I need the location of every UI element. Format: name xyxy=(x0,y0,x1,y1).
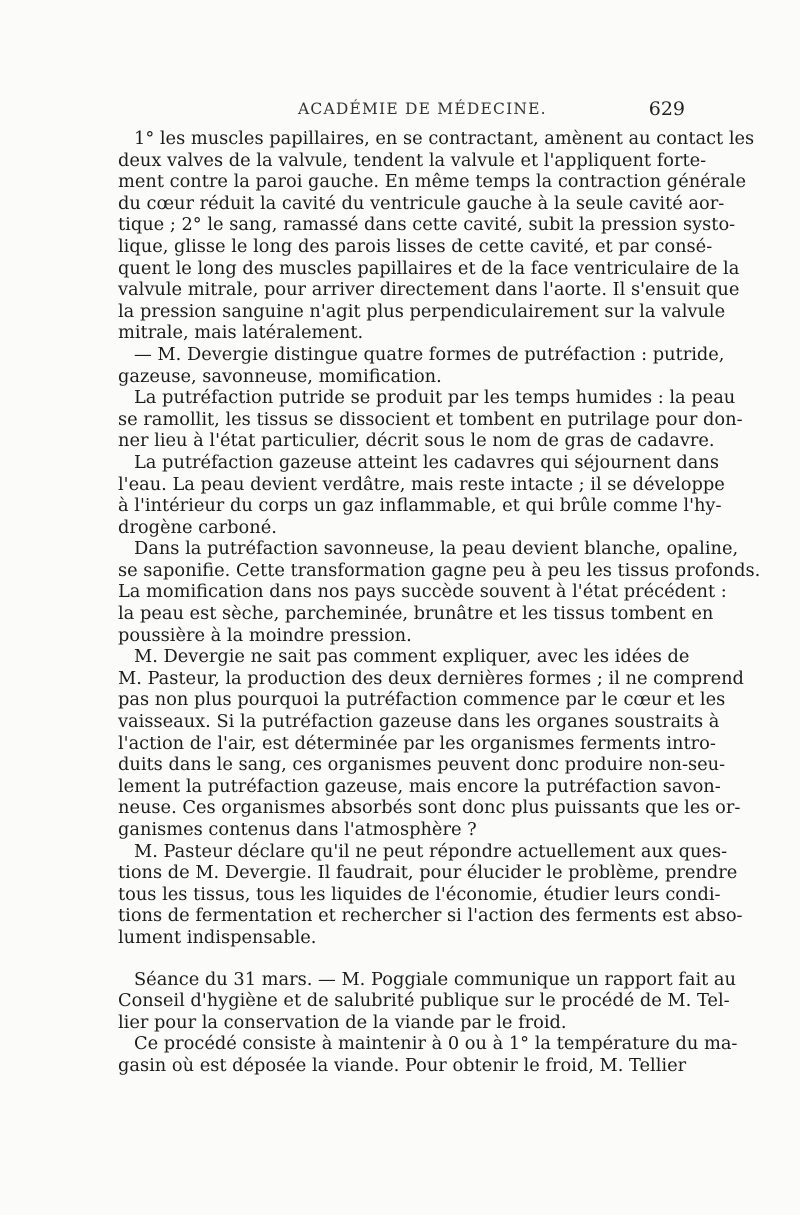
text-line: la pression sanguine n'agit plus perpendiculairement sur la valvule xyxy=(118,300,726,322)
text-line: ganismes contenus dans l'atmosphère ? xyxy=(118,819,477,840)
text-line: ner lieu à l'état particulier, décrit sous le nom de gras de cadavre. xyxy=(118,430,715,452)
text-line: duits dans le sang, ces organismes peuvent donc produire non-seu- xyxy=(118,754,726,776)
text-line: M. Pasteur, la production des deux dernières formes ; il ne comprend xyxy=(118,667,744,689)
text-line: gazeuse, savonneuse, momification. xyxy=(118,365,442,387)
text-line: Conseil d'hygiène et de salubrité publique sur le procédé de M. Tel- xyxy=(118,990,730,1012)
page-number: 629 xyxy=(648,98,685,120)
text-line: tions de M. Devergie. Il faudrait, pour élucider le problème, prendre xyxy=(118,862,738,884)
text-line: deux valves de la valvule, tendent la valvule et l'appliquent forte- xyxy=(118,149,707,171)
text-line: Ce procédé consiste à maintenir à 0 ou à 1° la température du ma- xyxy=(134,1033,738,1055)
text-line: M. Pasteur déclare qu'il ne peut répondre actuellement aux ques- xyxy=(134,840,728,862)
text-line: lement la putréfaction gazeuse, mais encore la putréfaction savon- xyxy=(118,775,721,797)
text-line: lique, glisse le long des parois lisses de cette cavité, et par consé- xyxy=(118,235,713,257)
text-line: mitrale, mais latéralement. xyxy=(118,322,364,344)
text-line: Dans la putréfaction savonneuse, la peau devient blanche, opaline, xyxy=(134,538,739,560)
text-line: pas non plus pourquoi la putréfaction commence par le cœur et les xyxy=(118,689,726,711)
text-line: vaisseaux. Si la putréfaction gazeuse dans les organes soustraits à xyxy=(118,711,720,733)
text-line: neuse. Ces organismes absorbés sont donc plus puissants que les or- xyxy=(118,797,741,819)
running-header xyxy=(118,98,685,126)
text-line: drogène carboné. xyxy=(118,516,277,538)
text-line: La momification dans nos pays succède souvent à l'état précédent : xyxy=(118,581,727,603)
text-line: lier pour la conservation de la viande par le froid. xyxy=(118,1011,567,1033)
text-line: lument indispensable. xyxy=(118,926,317,948)
text-line: du cœur réduit la cavité du ventricule gauche à la seule cavité aor- xyxy=(118,192,725,214)
text-line: se saponifie. Cette transformation gagne peu à peu les tissus profonds. xyxy=(118,559,761,581)
text-line: Séance du 31 mars. — M. Poggiale communique un rapport fait au xyxy=(134,968,736,990)
text-line: La putréfaction gazeuse atteint les cadavres qui séjournent dans xyxy=(134,451,719,473)
text-line: la peau est sèche, parcheminée, brunâtre et les tissus tombent en xyxy=(118,603,714,625)
text-line: l'eau. La peau devient verdâtre, mais reste intacte ; il se développe xyxy=(118,473,725,495)
text-line: poussière à la moindre pression. xyxy=(118,624,412,646)
text-line: à l'intérieur du corps un gaz inflammable, et qui brûle comme l'hy- xyxy=(118,495,722,517)
text-line: valvule mitrale, pour arriver directement dans l'aorte. Il s'ensuit que xyxy=(118,279,740,301)
text-line: quent le long des muscles papillaires et de la face ventriculaire de la xyxy=(118,257,740,279)
text-line: ment contre la paroi gauche. En même temps la contraction générale xyxy=(118,171,746,193)
body-text xyxy=(118,128,761,1077)
text-line: — M. Devergie distingue quatre formes de putréfaction : putride, xyxy=(134,343,725,365)
text-line: tique ; 2° le sang, ramassé dans cette cavité, subit la pression systo- xyxy=(118,214,736,236)
text-line: gasin où est déposée la viande. Pour obtenir le froid, M. Tellier xyxy=(118,1054,687,1076)
text-line: 1° les muscles papillaires, en se contractant, amènent au contact les xyxy=(134,128,755,149)
text-line: l'action de l'air, est déterminée par les organismes ferments intro- xyxy=(118,732,716,754)
text-line: tous les tissus, tous les liquides de l'économie, étudier leurs condi- xyxy=(118,883,721,905)
text-line: La putréfaction putride se produit par les temps humides : la peau xyxy=(134,387,736,409)
text-line: M. Devergie ne sait pas comment expliquer, avec les idées de xyxy=(134,646,690,668)
running-title: ACADÉMIE DE MÉDECINE. xyxy=(298,100,547,118)
text-line: se ramollit, les tissus se dissocient et tombent en putrilage pour don- xyxy=(118,408,743,430)
text-line: tions de fermentation et rechercher si l'action des ferments est abso- xyxy=(118,905,743,927)
